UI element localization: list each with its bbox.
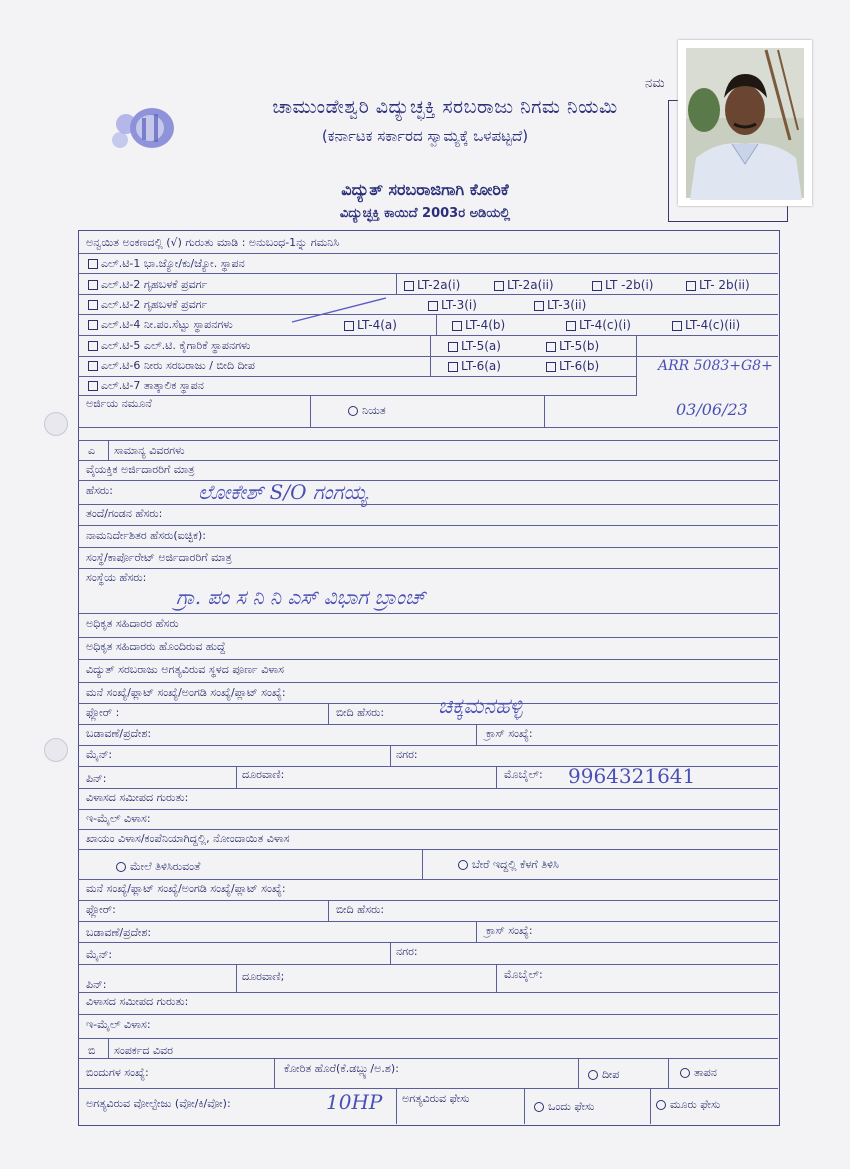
pin-label: ಪಿನ್: <box>86 772 107 785</box>
binder-hole-bottom <box>44 738 68 762</box>
radio[interactable] <box>680 1068 690 1078</box>
option-lt5a[interactable]: LT-5(a) <box>448 339 501 353</box>
option-lt6a[interactable]: LT-6(a) <box>448 359 501 373</box>
organisation-value[interactable]: ಗ್ರಾ. ಪಂ ಸ ನಿ ನಿ ಎಸ್ ವಿಭಾಗ ಬ್ರಾಂಚ್ <box>176 585 426 609</box>
binder-hole-top <box>44 412 68 436</box>
option-lt2ai[interactable]: LT-2a(i) <box>404 278 460 292</box>
organisation-label: ಸಂಸ್ಥೆಯ ಹೆಸರು: <box>86 571 147 584</box>
checkbox[interactable] <box>88 300 98 310</box>
checkbox[interactable] <box>88 381 98 391</box>
father-name-label: ತಂದೆ/ಗಂಡನ ಹೆಸರು: <box>86 507 163 520</box>
form-title: ವಿದ್ಯುತ್ ಸರಬರಾಜಿಗಾಗಿ ಕೋರಿಕೆ <box>341 180 509 199</box>
checkbox[interactable] <box>88 361 98 371</box>
email-label-2: ಇ-ಮೈಲ್ ವಿಳಾಸ: <box>86 1018 151 1031</box>
category-lt3[interactable]: ಎಲ್.ಟಿ-2 ಗೃಹಬಳಕೆ ಪ್ರವರ್ಗ <box>88 298 207 312</box>
mobile-label-2: ಮೊಬೈಲ್: <box>504 968 543 981</box>
corporate-only: ಸಂಸ್ಥೆ/ಕಾರ್ಪೊರೇಟ್ ಅರ್ಜಿದಾರರಿಗೆ ಮಾತ್ರ <box>86 551 232 564</box>
option-lt3i[interactable]: LT-3(i) <box>428 298 477 312</box>
applicant-photo <box>678 40 812 206</box>
floor-label: ಫ್ಲೋರ್ : <box>86 706 120 719</box>
phone-label-2: ದೂರವಾಣಿ; <box>242 970 285 983</box>
radio[interactable] <box>588 1070 598 1080</box>
option-lt4b[interactable]: LT-4(b) <box>452 318 505 332</box>
section-b-label: ಬಿ <box>88 1044 96 1057</box>
other-address-option[interactable]: ಬೇರೆ ಇದ್ದಲ್ಲಿ ಕೆಳಗೆ ತಿಳಿಸಿ <box>458 858 559 872</box>
radio[interactable] <box>458 860 468 870</box>
city-label-2: ನಗರ: <box>396 945 418 958</box>
points-label: ಬಿಂದುಗಳ ಸಂಖ್ಯೆ: <box>86 1066 149 1079</box>
checkbox[interactable] <box>88 320 98 330</box>
name-label: ಹೆಸರು: <box>86 484 113 497</box>
cross-label-2: ಕ್ರಾಸ್ ಸಂಖ್ಯೆ: <box>486 924 533 937</box>
heating-option[interactable]: ತಾಪನ <box>680 1066 717 1080</box>
radio[interactable] <box>116 862 126 872</box>
nominee-label: ನಾಮನಿರ್ದೇಶಿತರ ಹೆಸರು(ಐಚ್ಛಿಕ): <box>86 529 206 542</box>
mobile-label: ಮೊಬೈಲ್: <box>504 768 543 781</box>
option-lt2bi[interactable]: LT -2b(i) <box>592 278 653 292</box>
pin-label-2: ಪಿನ್: <box>86 978 107 991</box>
category-lt7[interactable]: ಎಲ್.ಟಿ-7 ತಾತ್ಕಾಲಿಕ ಸ್ಥಾಪನ <box>88 379 204 393</box>
light-option[interactable]: ದೀಪ <box>588 1068 619 1082</box>
company-name: ಚಾಮುಂಡೇಶ್ವರಿ ವಿದ್ಯುಚ್ಛಕ್ತಿ ಸರಬರಾಜು ನಿಗಮ ನಿಯಮಿ <box>272 96 618 118</box>
section-a-title: ಸಾಮಾನ್ಯ ವಿವರಗಳು <box>114 444 185 457</box>
category-lt6[interactable]: ಎಲ್.ಟಿ-6 ನೀರು ಸರಬರಾಜು / ಬೀದಿ ದೀಪ <box>88 359 255 373</box>
full-address-label: ವಿದ್ಯುತ್ ಸರಬರಾಜು ಅಗತ್ಯವಿರುವ ಸ್ಥಳದ ಪೂರ್ಣ ವಿಳಾಸ <box>86 663 284 676</box>
option-lt3ii[interactable]: LT-3(ii) <box>534 298 586 312</box>
radio[interactable] <box>348 406 358 416</box>
voltage-value[interactable]: 10HP <box>326 1090 383 1114</box>
person-photo-icon <box>678 40 812 206</box>
voltage-label: ಅಗತ್ಯವಿರುವ ವೋಲ್ಟೇಜು (ವೋ/ಕಿ/ವೋ): <box>86 1097 231 1110</box>
form-subtitle: ವಿದ್ಯುಚ್ಛಕ್ತಿ ಕಾಯಿದೆ 2003ರ ಅಡಿಯಲ್ಲಿ <box>339 206 511 221</box>
checkbox[interactable] <box>88 341 98 351</box>
street-label: ಬೀದಿ ಹೆಸರು: <box>336 706 385 719</box>
house-number-label-2: ಮನೆ ಸಂಖ್ಯೆ/ಫ್ಲಾಟ್ ಸಂಖ್ಯೆ/ಅಂಗಡಿ ಸಂಖ್ಯೆ/ಪ್ಲಾಟ್ ಸಂಖ್ಯೆ: <box>86 882 286 895</box>
radio[interactable] <box>534 1102 544 1112</box>
phone-label: ದೂರವಾಣಿ: <box>242 768 285 781</box>
section-b-title: ಸಂಪರ್ಕದ ವಿವರ <box>114 1044 173 1057</box>
option-lt5b[interactable]: LT-5(b) <box>546 339 599 353</box>
checkbox[interactable] <box>88 259 98 269</box>
individual-only: ವೈಯಕ್ತಿಕ ಅರ್ಜಿದಾರರಿಗೆ ಮಾತ್ರ <box>86 463 195 476</box>
city-label: ನಗರ: <box>396 748 418 761</box>
cross-label: ಕ್ರಾಸ್ ಸಂಖ್ಯೆ: <box>486 727 533 740</box>
authorised-post-label: ಅಧಿಕೃತ ಸಹಿದಾರರು ಹೊಂದಿರುವ ಹುದ್ದೆ <box>86 640 226 653</box>
category-lt4[interactable]: ಎಲ್.ಟಿ-4 ನೀ.ಪಂ.ಸೆಟ್ಟು ಸ್ಥಾಪನಗಳು <box>88 318 233 332</box>
option-lt2aii[interactable]: LT-2a(ii) <box>494 278 554 292</box>
category-lt2[interactable]: ಎಲ್.ಟಿ-2 ಗೃಹಬಳಕೆ ಪ್ರವರ್ಗ <box>88 278 207 292</box>
requested-load-label: ಕೋರಿತ ಹೊರೆ(ಕೆ.ಡಬ್ಲ್ಯು/ಅ.ಶ): <box>284 1062 399 1075</box>
radio[interactable] <box>656 1100 666 1110</box>
option-lt2bii[interactable]: LT- 2b(ii) <box>686 278 750 292</box>
corner-fragment: ನಮ <box>645 76 665 91</box>
main-label: ಮೈನ್: <box>86 748 113 761</box>
company-subtitle: (ಕರ್ನಾಟಕ ಸರ್ಕಾರದ ಸ್ವಾಮ್ಯಕ್ಕೆ ಒಳಪಟ್ಟದೆ) <box>321 127 529 145</box>
same-as-above-option[interactable]: ಮೇಲೆ ತಿಳಿಸಿರುವಂತೆ <box>116 860 200 874</box>
name-value[interactable]: ಲೋಕೇಶ್ S/O ಗಂಗಯ್ಯ <box>198 480 368 504</box>
option-lt4cii[interactable]: LT-4(c)(ii) <box>672 318 740 332</box>
street-value[interactable]: ಚಿಕ್ಕಮನಹಳ್ಳಿ <box>438 694 523 718</box>
mobile-value[interactable]: 9964321641 <box>568 764 696 788</box>
category-lt1[interactable]: ಎಲ್.ಟಿ-1 ಭಾ.ಜ್ಯೋ/ಕು/ಜ್ಯೋ. ಸ್ಥಾಪನ <box>88 257 245 271</box>
house-number-label: ಮನೆ ಸಂಖ್ಯೆ/ಫ್ಲಾಟ್ ಸಂಖ್ಯೆ/ಅಂಗಡಿ ಸಂಖ್ಯೆ/ಪ್ಲಾಟ್ ಸಂಖ್ಯೆ: <box>86 686 286 699</box>
street-label-2: ಬೀದಿ ಹೆಸರು: <box>336 903 385 916</box>
option-lt4a[interactable]: LT-4(a) <box>344 318 397 332</box>
phase-label: ಅಗತ್ಯವಿರುವ ಫೇಸು <box>402 1092 470 1105</box>
layout-label: ಬಡಾವಣೆ/ಪ್ರದೇಶ: <box>86 727 152 740</box>
application-type-regular[interactable]: ನಿಯತ <box>348 404 386 418</box>
permanent-address-label: ಖಾಯಂ ವಿಳಾಸ/ಕಂಪೆನಿಯಾಗಿದ್ದಲ್ಲಿ, ನೋಂದಾಯಿತ ವಿಳಾಸ <box>86 832 290 845</box>
option-lt6b[interactable]: LT-6(b) <box>546 359 599 373</box>
option-lt4ci[interactable]: LT-4(c)(i) <box>566 318 631 332</box>
landmark-label: ವಿಳಾಸದ ಸಮೀಪದ ಗುರುತು: <box>86 791 189 804</box>
application-type-label: ಅರ್ಜಿಯ ನಮೂನೆ <box>86 397 152 410</box>
authorised-name-label: ಅಧಿಕೃತ ಸಹಿದಾರರ ಹೆಸರು <box>86 617 179 630</box>
checkbox[interactable] <box>88 280 98 290</box>
main-label-2: ಮೈನ್: <box>86 948 113 961</box>
layout-label-2: ಬಡಾವಣೆ/ಪ್ರದೇಶ: <box>86 926 152 939</box>
floor-label-2: ಫ್ಲೋರ್: <box>86 903 116 916</box>
single-phase-option[interactable]: ಒಂದು ಫೇಸು <box>534 1100 594 1114</box>
section-a-label: ಎ <box>88 444 96 457</box>
email-label: ಇ-ಮೈಲ್ ವಿಳಾಸ: <box>86 812 151 825</box>
three-phase-option[interactable]: ಮೂರು ಫೇಸು <box>656 1098 720 1112</box>
handwritten-date: 03/06/23 <box>676 400 748 419</box>
instruction-text: ಅನ್ವಯಿತ ಅಂಕಣದಲ್ಲಿ (√) ಗುರುತು ಮಾಡಿ : ಅನುಬಂಧ-1ನ್ನು ಗಮನಿಸಿ <box>86 236 340 249</box>
handwritten-reference: ARR 5083+G8+ <box>658 358 773 374</box>
landmark-label-2: ವಿಳಾಸದ ಸಮೀಪದ ಗುರುತು: <box>86 995 189 1008</box>
category-lt5[interactable]: ಎಲ್.ಟಿ-5 ಎಲ್.ಟಿ. ಕೈಗಾರಿಕೆ ಸ್ಥಾಪನಗಳು <box>88 339 251 353</box>
